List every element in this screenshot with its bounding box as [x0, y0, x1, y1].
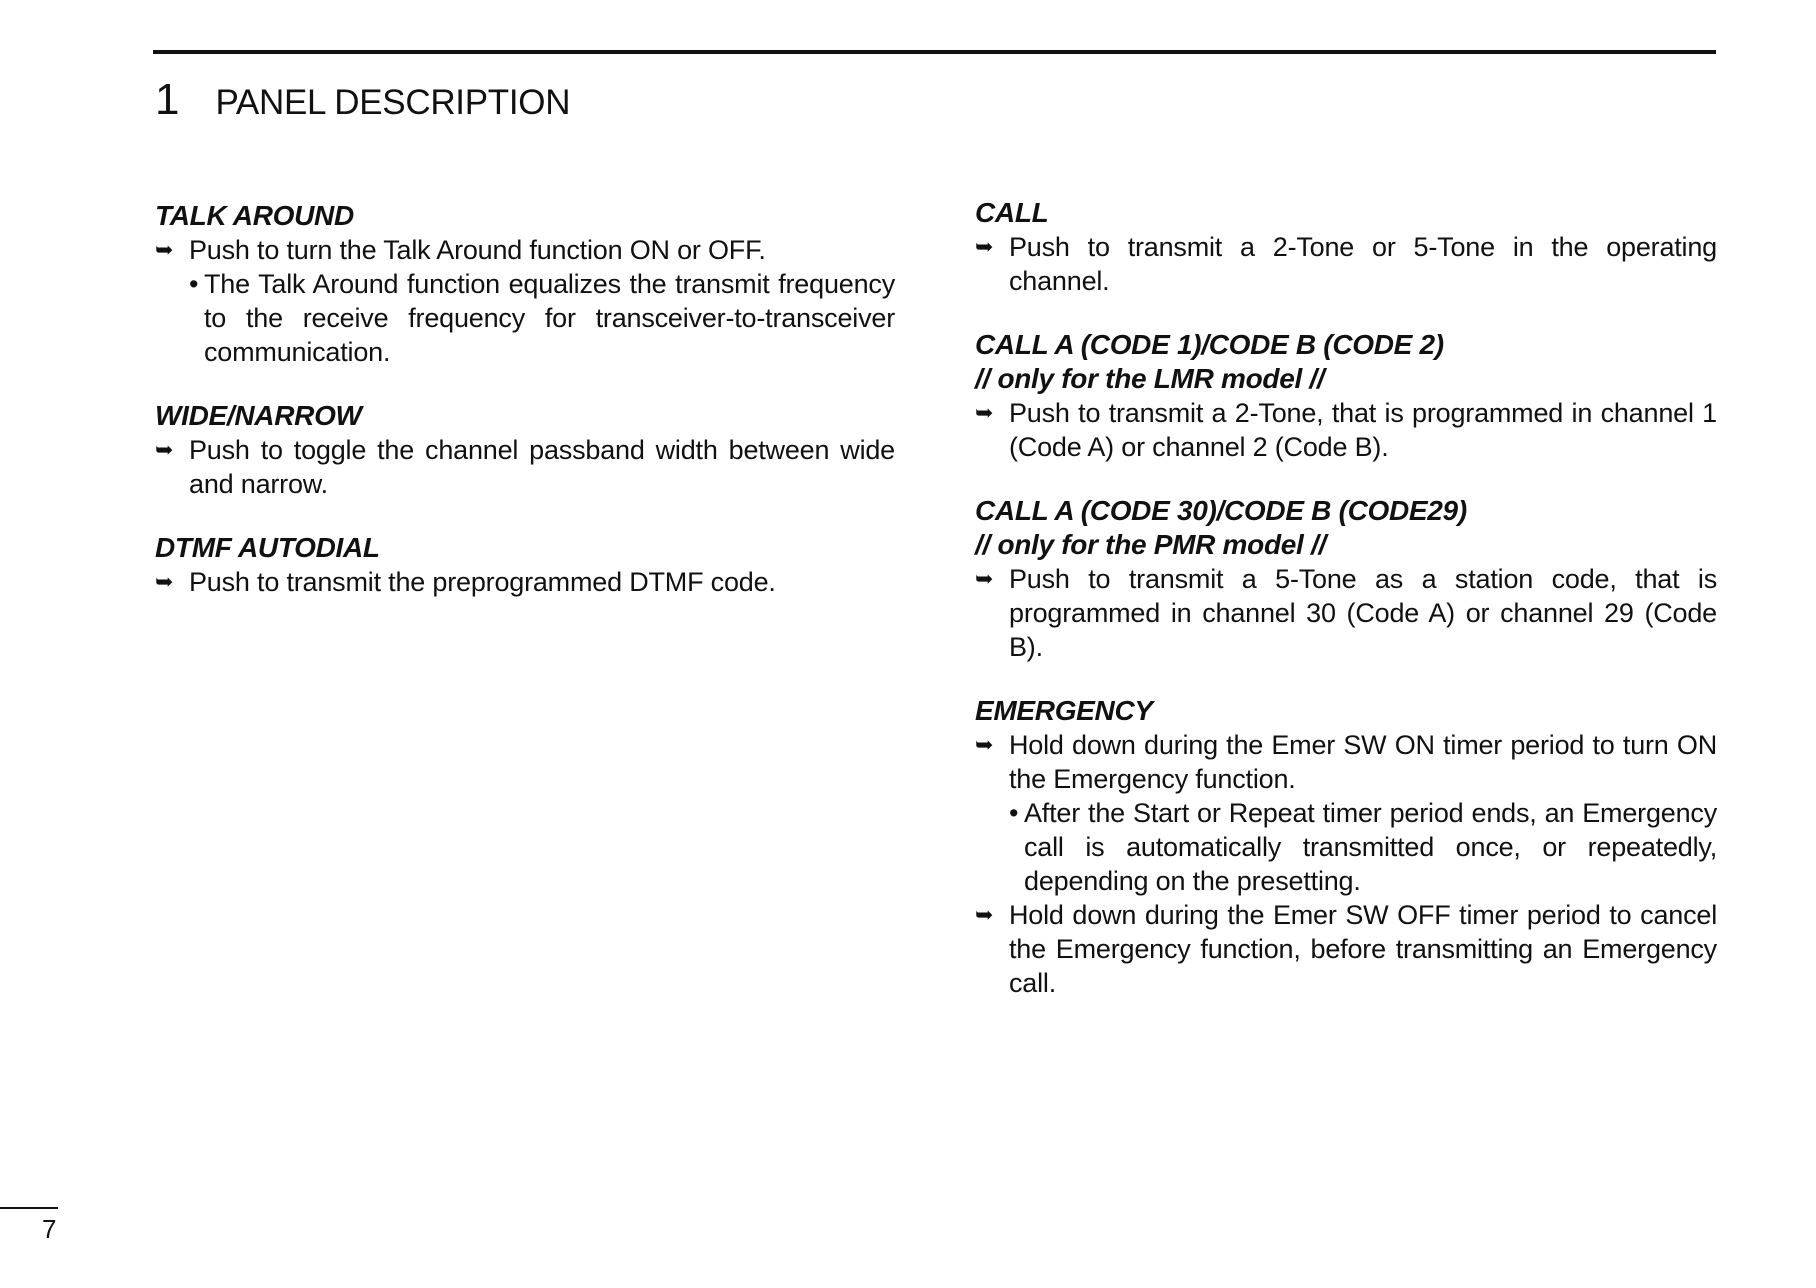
section-heading: CALL	[975, 197, 1049, 228]
section-call-lmr	[975, 328, 1717, 464]
instruction-text: Hold down during the Emer SW OFF timer period to cancel the Emergency function, before transmitting an Emergency call.	[1009, 900, 1717, 998]
instruction-text: Push to transmit a 2-Tone or 5-Tone in the operating channel.	[1009, 232, 1717, 296]
instruction-item	[155, 565, 895, 599]
page-number: 7	[42, 1214, 57, 1244]
section-subheading: // only for the LMR model //	[975, 363, 1325, 394]
instruction-item	[975, 230, 1717, 298]
section-heading: TALK AROUND	[155, 200, 354, 231]
section-dtmf-autodial	[155, 531, 895, 599]
arrow-icon: ➥	[975, 732, 994, 757]
section-heading: DTMF AUTODIAL	[155, 532, 380, 563]
section-call-pmr	[975, 494, 1717, 664]
right-column	[975, 196, 1717, 1030]
arrow-icon: ➥	[155, 569, 174, 594]
instruction-text: Push to transmit the preprogrammed DTMF code.	[189, 567, 776, 597]
section-heading: WIDE/NARROW	[155, 400, 362, 431]
bullet-item	[975, 796, 1717, 898]
footer-rule	[0, 1207, 58, 1209]
section-emergency	[975, 694, 1717, 1000]
instruction-item	[975, 562, 1717, 664]
arrow-icon: ➥	[975, 234, 994, 259]
chapter-title: PANEL DESCRIPTION	[215, 83, 571, 122]
section-call	[975, 196, 1717, 298]
section-talk-around	[155, 199, 895, 369]
section-subheading: // only for the PMR model //	[975, 529, 1326, 560]
arrow-icon: ➥	[155, 237, 174, 262]
instruction-item	[975, 728, 1717, 796]
instruction-item	[155, 233, 895, 267]
instruction-item	[155, 433, 895, 501]
instruction-text: Push to turn the Talk Around function ON or OFF.	[189, 235, 766, 265]
bullet-text: After the Start or Repeat timer period ends, an Emergency call is automatically transmitted once, or repeatedly, depending on the presetting.	[1024, 798, 1717, 896]
section-wide-narrow	[155, 399, 895, 501]
section-heading: CALL A (CODE 1)/CODE B (CODE 2)	[975, 329, 1444, 360]
instruction-text: Push to transmit a 2-Tone, that is programmed in channel 1 (Code A) or channel 2 (Code B).	[1009, 398, 1717, 462]
bullet-text: The Talk Around function equalizes the transmit frequency to the receive frequency for transceiver-to-transceiver communication.	[204, 269, 895, 367]
arrow-icon: ➥	[975, 400, 994, 425]
instruction-text: Push to transmit a 5-Tone as a station code, that is programmed in channel 30 (Code A) or channel 29 (Code B).	[1009, 564, 1717, 662]
arrow-icon: ➥	[975, 566, 994, 591]
section-heading: CALL A (CODE 30)/CODE B (CODE29)	[975, 495, 1467, 526]
bullet-item	[155, 267, 895, 369]
instruction-item	[975, 898, 1717, 1000]
top-rule	[153, 50, 1716, 54]
bullet-icon: •	[1009, 798, 1019, 828]
section-heading: EMERGENCY	[975, 695, 1153, 726]
chapter-number: 1	[155, 75, 180, 124]
instruction-text: Push to toggle the channel passband width between wide and narrow.	[189, 435, 895, 499]
bullet-icon: •	[189, 269, 199, 299]
instruction-text: Hold down during the Emer SW ON timer period to turn ON the Emergency function.	[1009, 730, 1717, 794]
chapter-header	[155, 72, 570, 131]
instruction-item	[975, 396, 1717, 464]
arrow-icon: ➥	[975, 902, 994, 927]
left-column	[155, 199, 895, 629]
arrow-icon: ➥	[155, 437, 174, 462]
